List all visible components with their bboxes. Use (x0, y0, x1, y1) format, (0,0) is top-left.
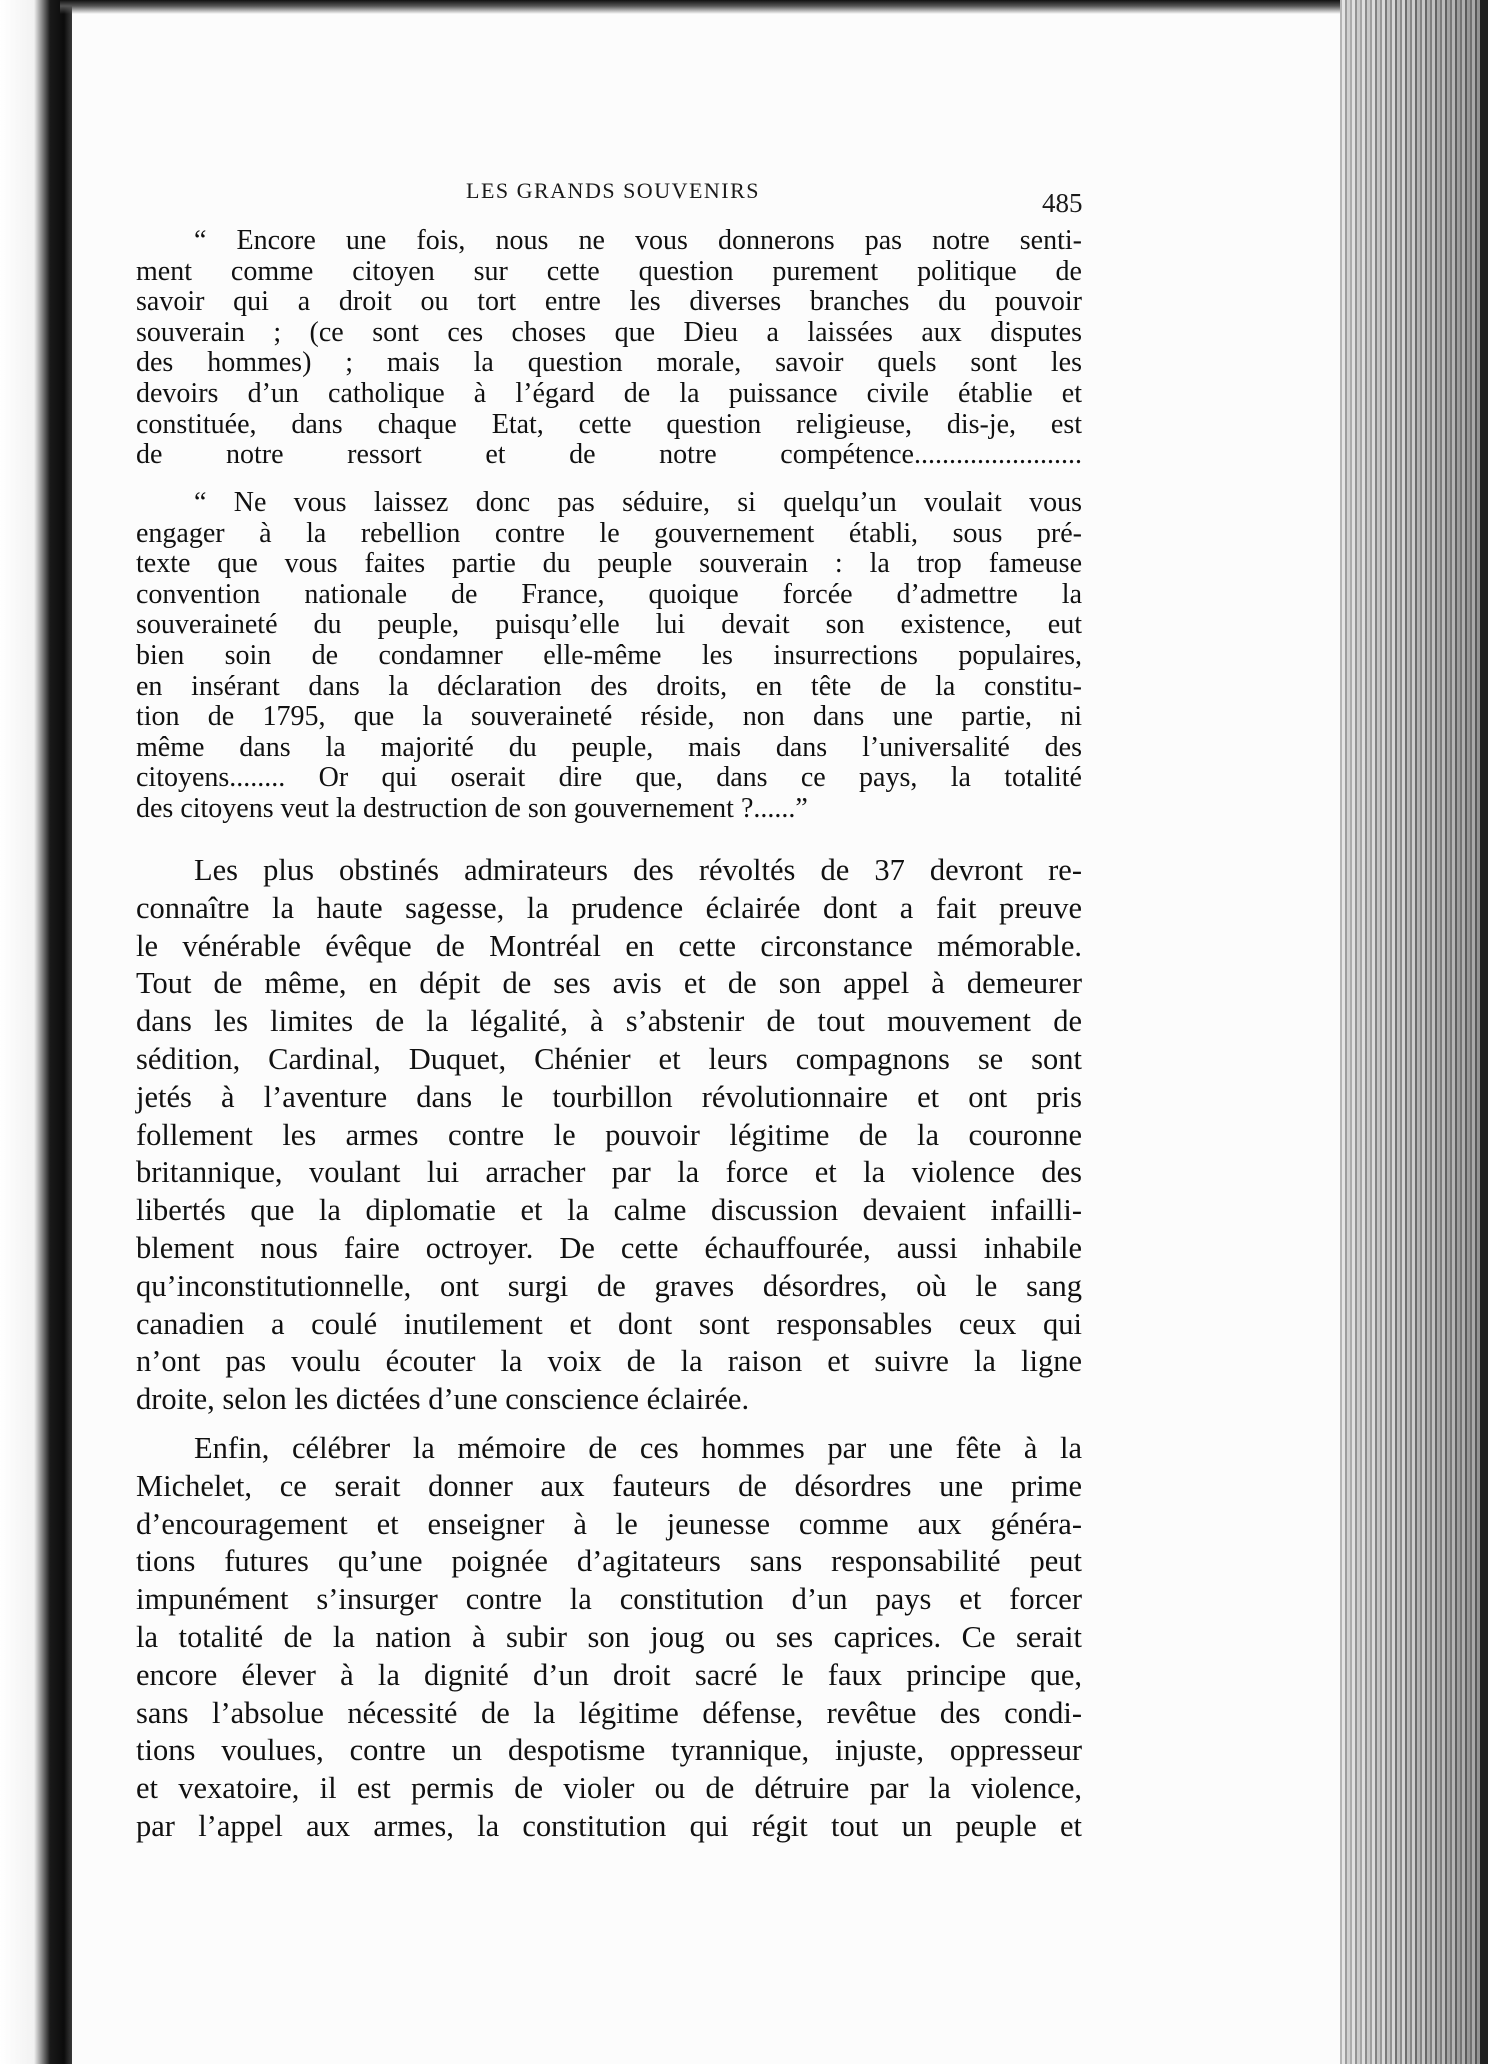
text-line: britannique, voulant lui arracher par la force et la violence des (136, 1155, 1082, 1190)
text-line: même dans la majorité du peuple, mais dans l’universalité des (136, 731, 1082, 763)
text-line: de notre ressort et de notre compétence........................ (136, 439, 1082, 471)
text-line: n’ont pas voulu écouter la voix de la raison et suivre la ligne (136, 1344, 1082, 1379)
top-edge-shadow (60, 0, 1350, 14)
text-line: des citoyens veut la destruction de son gouvernement ?......” (136, 792, 808, 824)
text-line: jetés à l’aventure dans le tourbillon révolutionnaire et ont pris (136, 1079, 1082, 1114)
text-line: follement les armes contre le pouvoir légitime de la couronne (136, 1117, 1082, 1152)
text-line: la totalité de la nation à subir son joug ou ses caprices. Ce serait (136, 1619, 1082, 1654)
text-line: qu’inconstitutionnelle, ont surgi de graves désordres, où le sang (136, 1268, 1082, 1303)
text-line: convention nationale de France, quoique forcée d’admettre la (136, 578, 1082, 610)
text-line: connaître la haute sagesse, la prudence éclairée dont a fait preuve (136, 890, 1082, 925)
text-line: ment comme citoyen sur cette question purement politique de (136, 255, 1082, 287)
text-line: sédition, Cardinal, Duquet, Chénier et leurs compagnons se sont (136, 1041, 1082, 1076)
text-line: engager à la rebellion contre le gouvernement établi, sous pré- (136, 517, 1082, 549)
quote-block-2 (136, 488, 1082, 825)
text-line: libertés que la diplomatie et la calme discussion devaient infailli- (136, 1193, 1082, 1228)
text-line: droite, selon les dictées d’une conscience éclairée. (136, 1382, 750, 1417)
text-line: “ Encore une fois, nous ne vous donnerons pas notre senti- (194, 225, 1082, 256)
text-line: Enfin, célébrer la mémoire de ces hommes par une fête à la (194, 1431, 1082, 1465)
page-edge-dark-band (1480, 0, 1488, 2064)
text-line: Les plus obstinés admirateurs des révoltés de 37 devront re- (194, 853, 1082, 887)
page-number: 485 (1042, 188, 1083, 218)
text-line: souverain ; (ce sont ces choses que Dieu a laissées aux disputes (136, 316, 1082, 348)
paragraph-1 (136, 852, 1082, 1419)
text-line: savoir qui a droit ou tort entre les diverses branches du pouvoir (136, 286, 1082, 318)
text-line: texte que vous faites partie du peuple souverain : la trop fameuse (136, 548, 1082, 580)
text-line: citoyens........ Or qui oserait dire que, dans ce pays, la totalité (136, 762, 1082, 794)
text-line: canadien a coulé inutilement et dont sont responsables ceux qui (136, 1306, 1082, 1341)
text-line: “ Ne vous laissez donc pas séduire, si quelqu’un voulait vous (194, 487, 1082, 518)
text-line: Tout de même, en dépit de ses avis et de son appel à demeurer (136, 966, 1082, 1001)
text-line: dans les limites de la légalité, à s’abstenir de tout mouvement de (136, 1004, 1082, 1039)
page-edge-stack (1340, 0, 1488, 2064)
text-line: tions futures qu’une poignée d’agitateurs sans responsabilité peut (136, 1544, 1082, 1579)
left-binding-shadow (0, 0, 72, 2064)
text-line: tions voulues, contre un despotisme tyrannique, injuste, oppresseur (136, 1733, 1082, 1768)
text-line: encore élever à la dignité d’un droit sacré le faux principe que, (136, 1657, 1082, 1692)
paragraph-2 (136, 1430, 1082, 1846)
text-line: sans l’absolue nécessité de la légitime défense, revêtue des condi- (136, 1695, 1082, 1730)
text-line: Michelet, ce serait donner aux fauteurs de désordres une prime (136, 1468, 1082, 1503)
text-line: des hommes) ; mais la question morale, savoir quels sont les (136, 347, 1082, 379)
text-line: le vénérable évêque de Montréal en cette circonstance mémorable. (136, 928, 1082, 963)
text-line: constituée, dans chaque Etat, cette question religieuse, dis-je, est (136, 408, 1082, 440)
quote-block-1 (136, 226, 1082, 471)
text-line: et vexatoire, il est permis de violer ou de détruire par la violence, (136, 1771, 1082, 1806)
text-line: impunément s’insurger contre la constitution d’un pays et forcer (136, 1582, 1082, 1617)
running-title: LES GRANDS SOUVENIRS (466, 178, 761, 203)
text-line: devoirs d’un catholique à l’égard de la puissance civile établie et (136, 377, 1082, 409)
text-line: tion de 1795, que la souveraineté réside, non dans une partie, ni (136, 701, 1082, 733)
text-line: par l’appel aux armes, la constitution qui régit tout un peuple et (136, 1808, 1082, 1843)
text-line: souveraineté du peuple, puisqu’elle lui devait son existence, eut (136, 609, 1082, 641)
text-line: bien soin de condamner elle-même les insurrections populaires, (136, 639, 1082, 671)
text-line: d’encouragement et enseigner à le jeunesse comme aux généra- (136, 1506, 1082, 1541)
text-line: blement nous faire octroyer. De cette échauffourée, aussi inhabile (136, 1230, 1082, 1265)
text-line: en insérant dans la déclaration des droits, en tête de la constitu- (136, 670, 1082, 702)
